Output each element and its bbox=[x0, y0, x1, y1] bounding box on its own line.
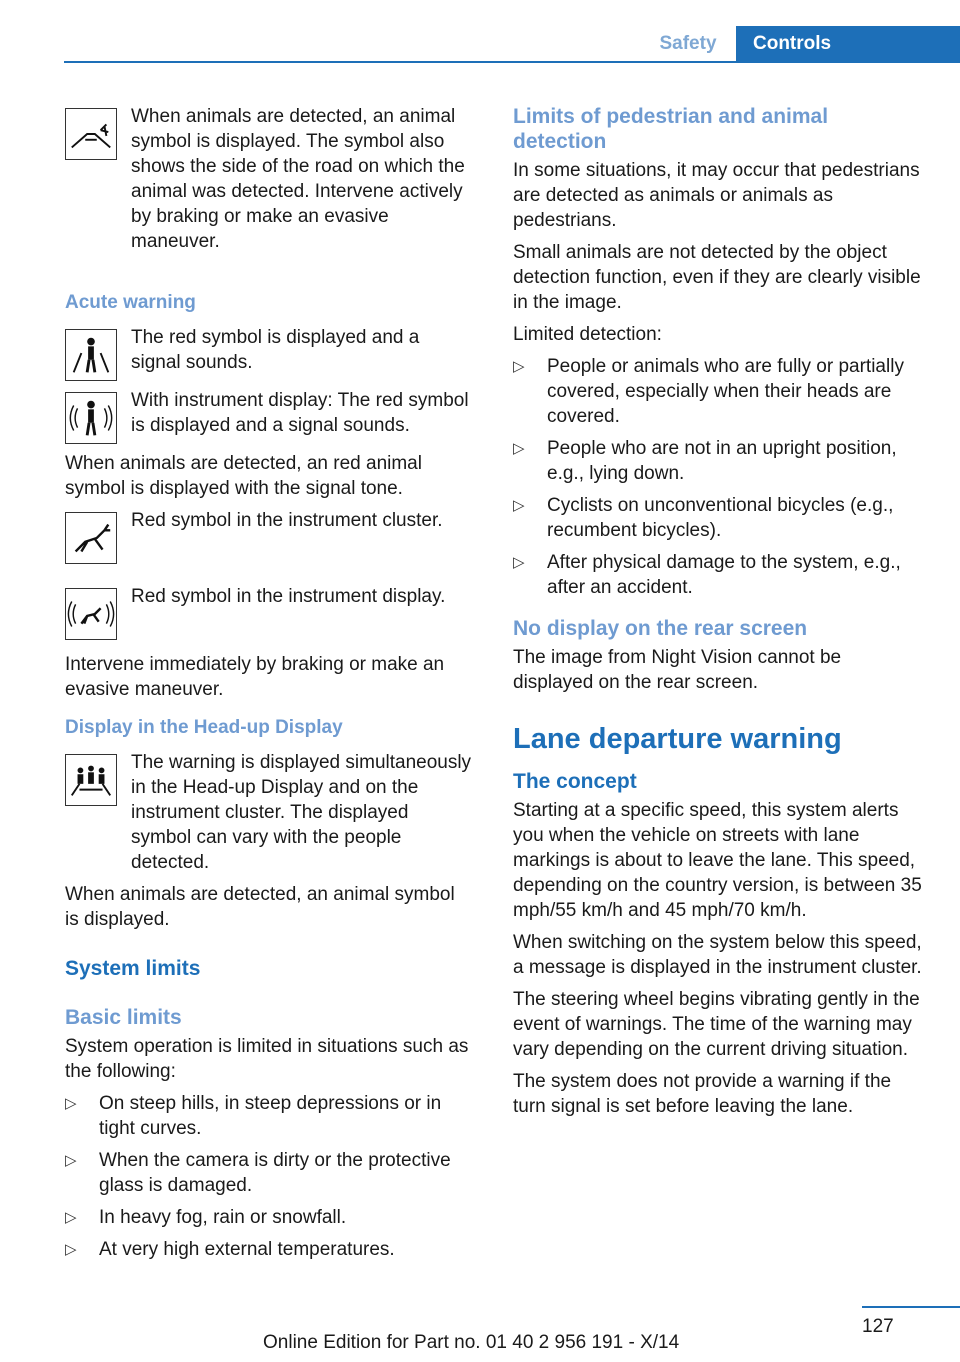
hud-text-1: The warning is displayed simultaneously in the Head-up Display and on the instrument cluster. The displayed symbol can vary with the people detected. bbox=[131, 752, 472, 873]
header-rule bbox=[64, 61, 960, 63]
concept-text-1: Starting at a specific speed, this system alerts you when the vehicle on streets with lane markings is about to leave the lane. This speed, depending on the country version, is between 35 mph/55 km/h and 45 mph/70 km/h. bbox=[513, 800, 922, 921]
hud-symbol-block bbox=[65, 750, 473, 875]
limits-text-1: In some situations, it may occur that pedestrians are detected as animals or animals as pedestrians. bbox=[513, 160, 920, 231]
limited-detection-list bbox=[513, 354, 925, 600]
rear-screen-heading: No display on the rear screen bbox=[513, 617, 808, 640]
pedestrian-sound-icon bbox=[65, 392, 117, 444]
tab-controls: Controls bbox=[736, 26, 960, 62]
pedestrian-warning-icon bbox=[65, 329, 117, 381]
animal-symbol-block bbox=[65, 104, 473, 254]
acute-text-1: The red symbol is displayed and a signal sounds. bbox=[131, 327, 420, 373]
acute-text-4: Red symbol in the instrument cluster. bbox=[131, 510, 443, 531]
right-column bbox=[513, 104, 925, 1126]
acute-symbol-4 bbox=[65, 584, 473, 640]
limits-detection-heading: Limits of pedestrian and animal detection bbox=[513, 105, 829, 153]
hud-heading: Display in the Head-up Display bbox=[65, 717, 343, 738]
page-number: 127 bbox=[862, 1316, 894, 1337]
deer-sound-icon bbox=[65, 588, 117, 640]
basic-limits-text: System operation is limited in situations such as the following: bbox=[65, 1036, 469, 1082]
list-item: ▷ After physical damage to the system, e.g., after an accident. bbox=[513, 552, 901, 598]
animal-symbol-text: When animals are detected, an animal symbol is displayed. The symbol also shows the side of the road on which the animal was detected. Intervene actively by braking or make an evasive maneuver. bbox=[131, 106, 465, 252]
list-item: ▷ When the camera is dirty or the protective glass is damaged. bbox=[65, 1150, 451, 1196]
acute-text-5: Red symbol in the instrument display. bbox=[131, 586, 446, 607]
concept-text-2: When switching on the system below this speed, a message is displayed in the instrument cluster. bbox=[513, 932, 922, 978]
list-item: ▷ People or animals who are fully or partially covered, especially when their heads are covered. bbox=[513, 356, 904, 427]
acute-symbol-1 bbox=[65, 325, 473, 381]
concept-text-3: The steering wheel begins vibrating gently in the event of warnings. The time of the warning may vary depending on the current driving situation. bbox=[513, 989, 920, 1060]
footer-rule bbox=[862, 1306, 960, 1308]
people-group-icon bbox=[65, 754, 117, 806]
basic-limits-list bbox=[65, 1091, 473, 1262]
left-column bbox=[65, 104, 473, 1269]
limits-text-2: Small animals are not detected by the object detection function, even if they are clearly visible in the image. bbox=[513, 242, 921, 313]
animal-road-icon bbox=[65, 108, 117, 160]
edition-text: Online Edition for Part no. 01 40 2 956 191 - X/14 bbox=[263, 1332, 680, 1353]
basic-limits-heading: Basic limits bbox=[65, 1006, 182, 1029]
acute-text-6: Intervene immediately by braking or make an evasive maneuver. bbox=[65, 654, 445, 700]
acute-text-2: With instrument display: The red symbol is displayed and a signal sounds. bbox=[131, 390, 469, 436]
acute-symbol-3 bbox=[65, 508, 473, 564]
list-item: ▷ In heavy fog, rain or snowfall. bbox=[65, 1207, 347, 1228]
list-item: ▷ Cyclists on unconventional bicycles (e.g., recumbent bicycles). bbox=[513, 495, 894, 541]
deer-warning-icon bbox=[65, 512, 117, 564]
lane-departure-heading: Lane departure warning bbox=[513, 723, 842, 755]
acute-warning-heading: Acute warning bbox=[65, 292, 196, 313]
concept-text-4: The system does not provide a warning if the turn signal is set before leaving the lane. bbox=[513, 1071, 892, 1117]
list-item: ▷ At very high external temperatures. bbox=[65, 1239, 395, 1260]
system-limits-heading: System limits bbox=[65, 957, 201, 980]
list-item: ▷ People who are not in an upright position, e.g., lying down. bbox=[513, 438, 897, 484]
hud-text-2: When animals are detected, an animal symbol is displayed. bbox=[65, 884, 455, 930]
list-item: ▷ On steep hills, in steep depressions or in tight curves. bbox=[65, 1093, 442, 1139]
acute-symbol-2 bbox=[65, 388, 473, 444]
concept-heading: The concept bbox=[513, 770, 637, 793]
acute-text-3: When animals are detected, an red animal symbol is displayed with the signal tone. bbox=[65, 453, 422, 499]
rear-screen-text: The image from Night Vision cannot be displayed on the rear screen. bbox=[513, 647, 842, 693]
tab-safety: Safety bbox=[659, 33, 717, 54]
limits-text-3: Limited detection: bbox=[513, 324, 662, 345]
